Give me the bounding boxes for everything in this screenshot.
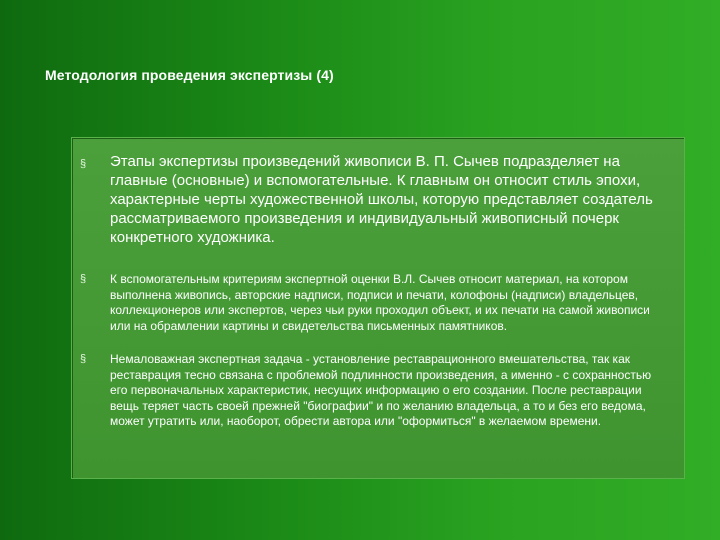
slide-title: Методология проведения экспертизы (4) xyxy=(45,67,334,83)
bullet-item-main-criteria xyxy=(80,152,670,272)
bullet-marker-icon: § xyxy=(80,273,87,285)
bullet-text: Этапы экспертизы произведений живописи В. П. Сычев подразделяет на главные (основные) и вспомогательные. К главным он относит стиль эпохи, характерные черты художественной школы, которую представляет создатель рассматриваемого произведения и индивидуальный живописный почерк конкретного художника. xyxy=(110,153,653,246)
bullet-text: К вспомогательным критериям экспертной оценки В.Л. Сычев относит материал, на котором выполнена живопись, авторские надписи, подписи и печати, колофоны (надписи) владельцев, коллекционеров или экспертов, через чьи руки проходил объект, и их печати на самой живописи или на обрамлении картины и свидетельства письменных памятников. xyxy=(110,272,650,333)
bullet-item-auxiliary-criteria xyxy=(80,272,670,352)
bullet-text: Немаловажная экспертная задача - установление реставрационного вмешательства, так как реставрация тесно связана с проблемой подлинности произведения, а именно - с сохранностью его первоначальных характеристик, несущих информацию о его создании. После реставрации вещь теряет часть своей прежней "биографии" и по желанию владельца, а то и без его ведома, может утратить или, наоборот, обрести автора или "оформиться" в желаемом времени. xyxy=(110,352,652,428)
bullet-marker-icon: § xyxy=(80,158,87,170)
bullet-marker-icon: § xyxy=(80,353,87,365)
bullet-item-restoration xyxy=(80,352,670,472)
